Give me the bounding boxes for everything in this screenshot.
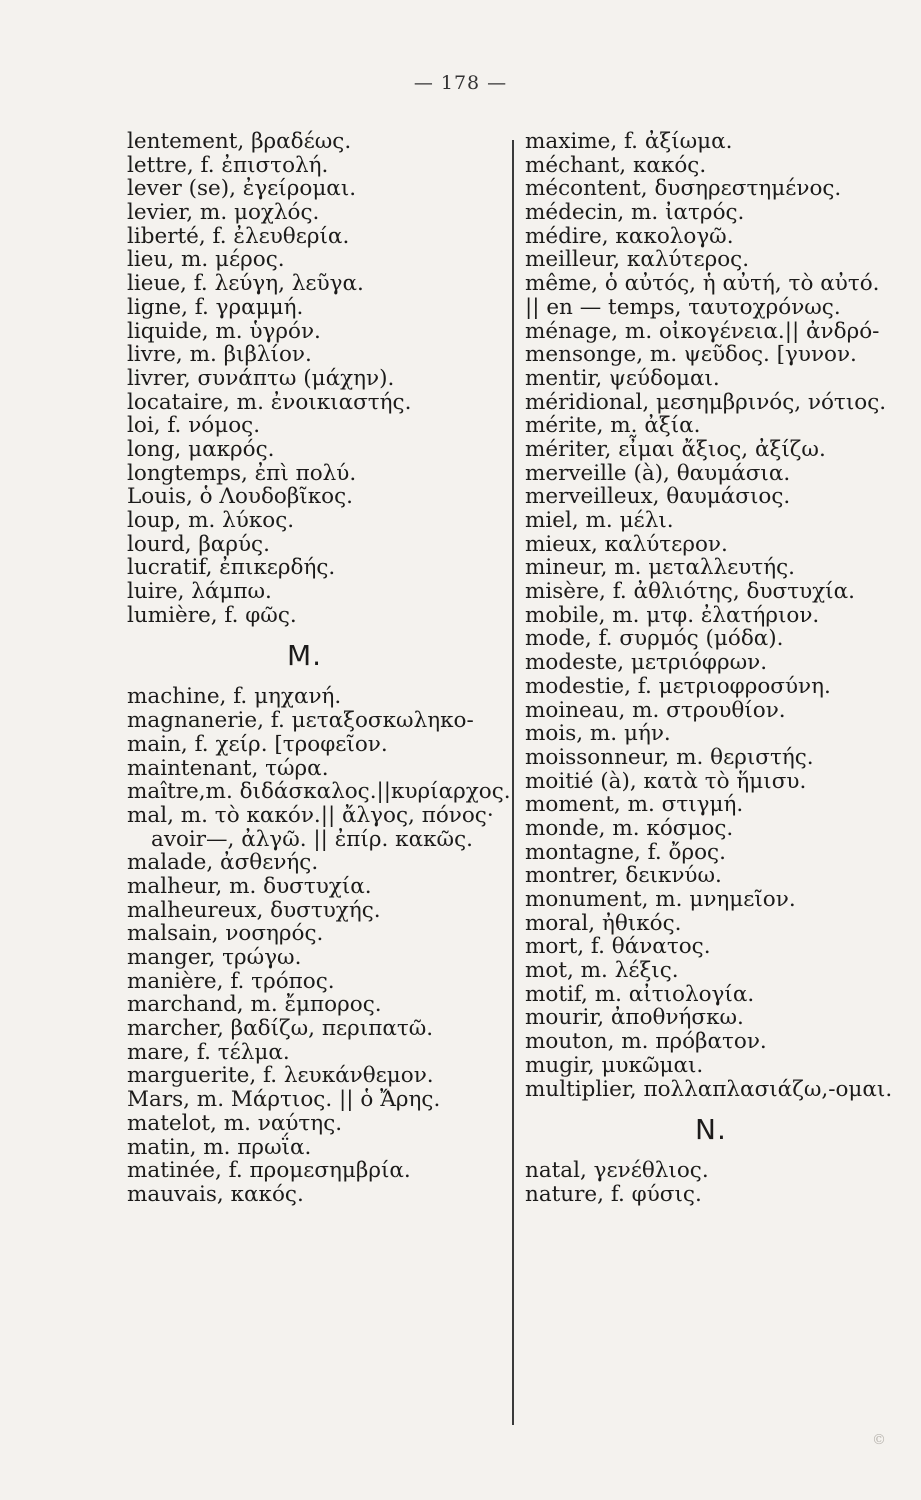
dictionary-entry: lieu, m. μέρος.: [127, 247, 285, 273]
dictionary-entry: mois, m. μήν.: [525, 721, 671, 747]
dictionary-entry: multiplier, πολλαπλασιάζω,-ομαι.: [525, 1076, 893, 1102]
dictionary-entry: mal, m. τὸ κακόν.|| ἄλγος, πόνος·: [127, 802, 494, 828]
dictionary-entry: maintenant, τώρα.: [127, 755, 329, 781]
dictionary-entry: mériter, εἶμαι ἄξιος, ἀξίζω.: [525, 436, 826, 462]
dictionary-entry: moineau, m. στρουθίον.: [525, 697, 786, 723]
dictionary-entry: ménage, m. οἰκογένεια.|| ἀνδρό-: [525, 318, 880, 344]
dictionary-entry: meilleur, καλύτερος.: [525, 247, 750, 273]
footer-mark: ©: [872, 1432, 886, 1448]
column-divider: [512, 140, 514, 1425]
section-heading-n: N.: [695, 1113, 727, 1147]
dictionary-entry: médecin, m. ἰατρός.: [525, 200, 745, 226]
dictionary-entry: Mars, m. Μάρτιος. || ὁ Ἄρης.: [127, 1087, 441, 1113]
right-entries-n: [525, 1159, 905, 1206]
dictionary-entry: médire, κακολογῶ.: [525, 223, 734, 249]
right-entries-m: [525, 130, 905, 1101]
dictionary-entry: matin, m. πρωΐα.: [127, 1134, 312, 1160]
dictionary-entry: malade, ἀσθενής.: [127, 850, 319, 876]
dictionary-entry: locataire, m. ἐνοικιαστής.: [127, 389, 412, 415]
dictionary-entry: mensonge, m. ψεῦδος. [γυνον.: [525, 342, 857, 368]
dictionary-entry: maître,m. διδάσκαλος.||κυρίαρχος.: [127, 779, 511, 805]
section-heading-m: M.: [287, 639, 323, 673]
dictionary-entry: montagne, f. ὄρος.: [525, 839, 726, 865]
dictionary-entry: lumière, f. φῶς.: [127, 602, 297, 628]
dictionary-entry: longtemps, ἐπὶ πολύ.: [127, 460, 357, 486]
dictionary-entry: monument, m. μνημεῖον.: [525, 887, 796, 912]
dictionary-entry: mugir, μυκῶμαι.: [525, 1052, 704, 1078]
dictionary-entry: lourd, βαρύς.: [127, 531, 270, 557]
dictionary-entry: levier, m. μοχλός.: [127, 200, 320, 226]
dictionary-entry: ligne, f. γραμμή.: [127, 294, 304, 320]
dictionary-entry: marchand, m. ἔμπορος.: [127, 992, 382, 1018]
dictionary-entry: marcher, βαδίζω, περιπατῶ.: [127, 1016, 434, 1042]
dictionary-entry: mode, f. συρμός (μόδα).: [525, 626, 784, 652]
dictionary-entry: mauvais, κακός.: [127, 1181, 304, 1207]
dictionary-entry: mot, m. λέξις.: [525, 958, 679, 984]
dictionary-entry: méridional, μεσημβρινός, νότιος.: [525, 389, 887, 415]
dictionary-entry: manière, f. τρόπος.: [127, 968, 335, 994]
dictionary-entry: magnanerie, f. μεταξοσκωληκο-: [127, 708, 474, 734]
dictionary-entry: moral, ἠθικός.: [525, 910, 682, 936]
dictionary-entry: livre, m. βιβλίον.: [127, 342, 312, 368]
left-entries-m: [127, 685, 512, 1206]
dictionary-entry: mort, f. θάνατος.: [525, 934, 711, 960]
dictionary-entry: manger, τρώγω.: [127, 945, 302, 970]
dictionary-entry: lettre, f. ἐπιστολή.: [127, 152, 329, 178]
page-number: — 178 —: [413, 72, 508, 94]
dictionary-entry: même, ὁ αὐτός, ἡ αὐτή, τὸ αὐτό.: [525, 271, 880, 297]
dictionary-entry: matelot, m. ναύτης.: [127, 1110, 343, 1136]
dictionary-entry: miel, m. μέλι.: [525, 508, 674, 533]
dictionary-entry: loi, f. νόμος.: [127, 413, 261, 439]
dictionary-entry: merveilleux, θαυμάσιος.: [525, 484, 791, 510]
dictionary-entry: maxime, f. ἀξίωμα.: [525, 129, 733, 154]
dictionary-entry: || en — temps, ταυτοχρόνως.: [525, 294, 841, 320]
dictionary-entry: monde, m. κόσμος.: [525, 815, 734, 841]
dictionary-entry: mérite, m. ἀξία.: [525, 413, 701, 439]
dictionary-entry: moitié (à), κατὰ τὸ ἥμισυ.: [525, 768, 807, 794]
left-column: [127, 130, 512, 1207]
dictionary-entry: mouton, m. πρόβατον.: [525, 1029, 767, 1055]
dictionary-entry: main, f. χείρ. [τροφεῖον.: [127, 731, 388, 757]
dictionary-entry: lentement, βραδέως.: [127, 129, 352, 154]
dictionary-entry: loup, m. λύκος.: [127, 508, 295, 533]
dictionary-entry: liberté, f. ἐλευθερία.: [127, 223, 350, 249]
dictionary-entry: mourir, ἀποθνήσκω.: [525, 1005, 744, 1031]
dictionary-entry: natal, γενέθλιος.: [525, 1158, 709, 1184]
dictionary-entry: mineur, m. μεταλλευτής.: [525, 555, 795, 581]
dictionary-entry: Louis, ὁ Λουδοβῖκος.: [127, 484, 353, 510]
dictionary-entry: machine, f. μηχανή.: [127, 684, 342, 710]
dictionary-entry: montrer, δεικνύω.: [525, 863, 722, 889]
dictionary-entry: lucratif, ἐπικερδής.: [127, 555, 336, 581]
dictionary-entry: mieux, καλύτερον.: [525, 531, 728, 557]
dictionary-entry: nature, f. φύσις.: [525, 1181, 702, 1207]
dictionary-entry: lever (se), ἐγείρομαι.: [127, 176, 357, 202]
dictionary-entry: méchant, κακός.: [525, 152, 707, 178]
dictionary-entry: mare, f. τέλμα.: [127, 1039, 290, 1065]
dictionary-entry: malheur, m. δυστυχία.: [127, 873, 372, 899]
dictionary-entry: mentir, ψεύδομαι.: [525, 365, 720, 391]
dictionary-entry: mobile, m. μτφ. ἐλατήριον.: [525, 602, 820, 628]
dictionary-entry: luire, λάμπω.: [127, 579, 272, 605]
dictionary-entry: lieue, f. λεύγη, λεῦγα.: [127, 271, 364, 297]
dictionary-entry: mécontent, δυσηρεστημένος.: [525, 176, 842, 202]
dictionary-entry: matinée, f. προμεσημβρία.: [127, 1158, 411, 1184]
dictionary-entry: motif, m. αἰτιολογία.: [525, 981, 755, 1007]
dictionary-entry: malsain, νοσηρός.: [127, 921, 324, 947]
dictionary-entry: modeste, μετριόφρων.: [525, 650, 768, 676]
dictionary-entry: liquide, m. ὑγρόν.: [127, 318, 321, 344]
dictionary-entry: avoir—, ἀλγῶ. || ἐπίρ. κακῶς.: [151, 826, 473, 852]
dictionary-entry: moment, m. στιγμή.: [525, 792, 744, 818]
dictionary-entry: marguerite, f. λευκάνθεμον.: [127, 1063, 434, 1089]
dictionary-entry: malheureux, δυστυχής.: [127, 897, 381, 923]
dictionary-entry: livrer, συνάπτω (μάχην).: [127, 365, 395, 391]
left-entries-l: [127, 130, 512, 627]
dictionary-entry: long, μακρός.: [127, 436, 275, 462]
dictionary-entry: moissonneur, m. θεριστής.: [525, 744, 814, 770]
dictionary-entry: modestie, f. μετριοφροσύνη.: [525, 673, 831, 699]
right-column: [525, 130, 905, 1207]
dictionary-entry: merveille (à), θαυμάσια.: [525, 460, 791, 486]
dictionary-entry: misère, f. ἀθλιότης, δυστυχία.: [525, 579, 855, 605]
